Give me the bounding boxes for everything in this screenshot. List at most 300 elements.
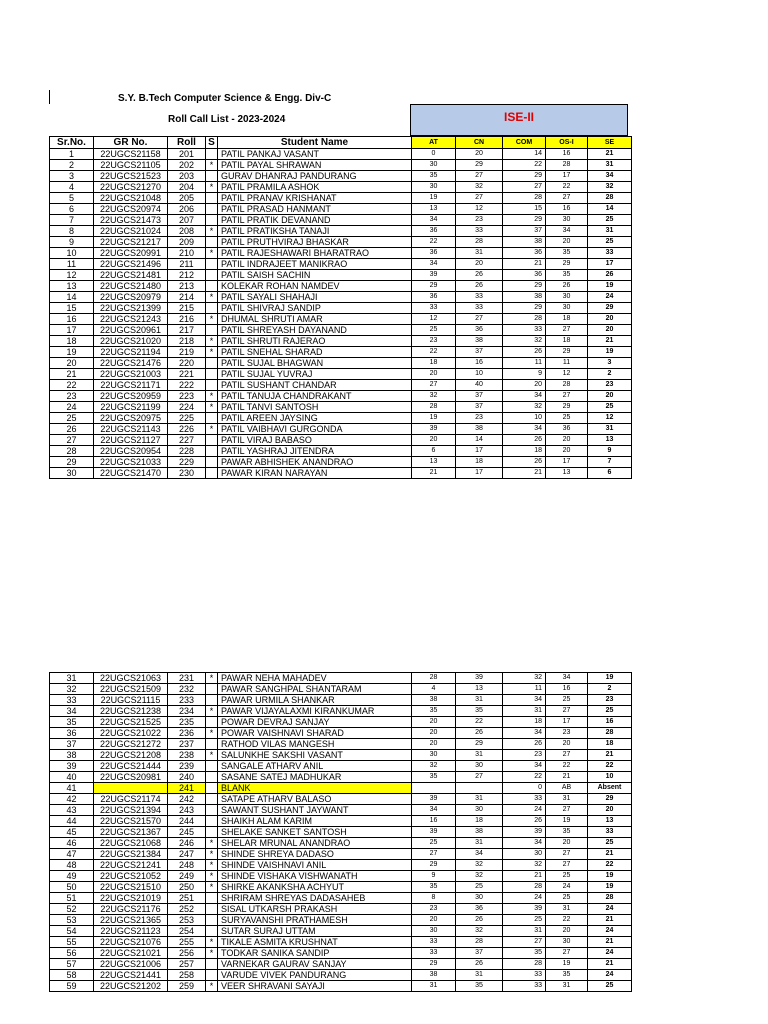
cell-roll: 258 [168,970,206,981]
cell-com: 36 [503,270,546,281]
cell-gr: 22UGCS20974 [94,204,168,215]
cell-s: * [206,424,218,435]
cell-at: 29 [412,959,456,970]
cell-os: 20 [546,838,588,849]
cell-os: 35 [546,827,588,838]
cell-name: SASANE SATEJ MADHUKAR [218,772,412,783]
cell-roll: 225 [168,413,206,424]
table-row [50,926,632,937]
cell-s [206,237,218,248]
cell-gr: 22UGCS20975 [94,413,168,424]
cell-sr: 36 [50,728,94,739]
cell-gr: 22UGCS20979 [94,292,168,303]
cell-com: 38 [503,237,546,248]
cell-s [206,904,218,915]
cell-sr: 12 [50,270,94,281]
cell-cn: 23 [456,215,503,226]
cell-se: 12 [588,413,632,424]
cell-se: 3 [588,358,632,369]
cell-se: 13 [588,816,632,827]
cell-gr: 22UGCS21063 [94,673,168,684]
table-row [50,728,632,739]
cell-at: 13 [412,457,456,468]
cell-cn: 31 [456,695,503,706]
cell-s [206,926,218,937]
cell-sr: 17 [50,325,94,336]
cell-com: 30 [503,849,546,860]
cell-roll: 205 [168,193,206,204]
cell-os: 27 [546,391,588,402]
cell-cn: 32 [456,871,503,882]
cell-com: 26 [503,739,546,750]
cell-sr: 20 [50,358,94,369]
cell-gr: 22UGCS21367 [94,827,168,838]
cell-at: 30 [412,182,456,193]
cell-s [206,805,218,816]
cell-s [206,816,218,827]
cell-se: 29 [588,794,632,805]
cell-cn: 27 [456,772,503,783]
cell-roll: 227 [168,435,206,446]
cell-sr: 56 [50,948,94,959]
cell-s [206,457,218,468]
cell-os: 12 [546,369,588,380]
cell-cn: 29 [456,160,503,171]
cell-roll: 236 [168,728,206,739]
table-row [50,468,632,479]
cell-com: 31 [503,926,546,937]
cell-com: 23 [503,750,546,761]
cell-roll: 204 [168,182,206,193]
cell-gr: 22UGCS21194 [94,347,168,358]
cell-cn: 38 [456,336,503,347]
cell-gr: 22UGCS21003 [94,369,168,380]
cell-se: 21 [588,959,632,970]
cell-roll: 235 [168,717,206,728]
cell-sr: 6 [50,204,94,215]
cell-se: 19 [588,347,632,358]
cell-cn: 40 [456,380,503,391]
cell-roll: 254 [168,926,206,937]
cell-roll: 217 [168,325,206,336]
cell-at: 27 [412,849,456,860]
cell-com: 27 [503,182,546,193]
cell-name: PATIL PRANAV KRISHANAT [218,193,412,204]
cell-gr: 22UGCS21523 [94,171,168,182]
cell-gr: 22UGCS21052 [94,871,168,882]
cell-os: 30 [546,937,588,948]
cell-com: 29 [503,171,546,182]
cell-at: 35 [412,772,456,783]
cell-cn: 25 [456,882,503,893]
cell-gr: 22UGCS20991 [94,248,168,259]
cell-at: 21 [412,468,456,479]
cell-roll: 226 [168,424,206,435]
cell-cn: 31 [456,970,503,981]
cell-gr: 22UGCS21115 [94,695,168,706]
cell-s [206,303,218,314]
cell-com: 25 [503,915,546,926]
cell-roll: 202 [168,160,206,171]
cell-se: 7 [588,457,632,468]
cell-name: PATIL PRATIK DEVANAND [218,215,412,226]
cell-com: 32 [503,336,546,347]
cell-sr: 26 [50,424,94,435]
cell-com: 32 [503,402,546,413]
cell-sr: 59 [50,981,94,992]
cell-os: 29 [546,347,588,358]
cell-at: 35 [412,882,456,893]
table-row [50,149,632,160]
cell-at: 31 [412,981,456,992]
table-row [50,915,632,926]
cell-at: 25 [412,838,456,849]
cell-name: DHUMAL SHRUTI AMAR [218,314,412,325]
cell-at: 39 [412,270,456,281]
cell-roll: 201 [168,149,206,160]
cell-cn: 32 [456,860,503,871]
cell-os: 25 [546,695,588,706]
cell-os: 17 [546,171,588,182]
cell-s: * [206,314,218,325]
cell-roll: 216 [168,314,206,325]
cell-com: 33 [503,325,546,336]
cell-cn: 26 [456,270,503,281]
cell-roll: 207 [168,215,206,226]
cell-name: PATIL PRAMILA ASHOK [218,182,412,193]
cell-se: 28 [588,893,632,904]
cell-se: 21 [588,915,632,926]
cell-gr: 22UGCS21444 [94,761,168,772]
cell-sr: 5 [50,193,94,204]
cell-os: 20 [546,446,588,457]
cell-se: 21 [588,336,632,347]
col-header-at: AT [412,137,456,149]
cell-s [206,193,218,204]
cell-gr: 22UGCS21243 [94,314,168,325]
cell-s: * [206,391,218,402]
cell-se: 21 [588,149,632,160]
cell-se: 20 [588,391,632,402]
cell-com: 34 [503,761,546,772]
cell-se: 18 [588,739,632,750]
cell-gr: 22UGCS21199 [94,402,168,413]
cell-name: PATIL SHREYASH DAYANAND [218,325,412,336]
table-row [50,959,632,970]
cell-cn: 32 [456,926,503,937]
table-row [50,270,632,281]
cell-gr: 22UGCS21270 [94,182,168,193]
cell-com: 32 [503,673,546,684]
cell-se: 2 [588,684,632,695]
table-row [50,391,632,402]
cell-os: 11 [546,358,588,369]
cell-gr: 22UGCS21019 [94,893,168,904]
cell-roll: 232 [168,684,206,695]
cell-se: 33 [588,248,632,259]
cell-com: 20 [503,380,546,391]
cell-s [206,446,218,457]
cell-os: 17 [546,457,588,468]
cell-at: 19 [412,193,456,204]
cell-s: * [206,882,218,893]
table-row [50,761,632,772]
cell-sr: 7 [50,215,94,226]
cell-com: 34 [503,728,546,739]
cell-com: 34 [503,391,546,402]
cell-at: 8 [412,893,456,904]
cell-cn: 31 [456,248,503,259]
cell-at: 38 [412,695,456,706]
cell-name: PATIL PRUTHVIRAJ BHASKAR [218,237,412,248]
cell-cn: 18 [456,816,503,827]
cell-at: 23 [412,336,456,347]
table-row [50,325,632,336]
cell-se: 26 [588,270,632,281]
cell-s: * [206,226,218,237]
table-row [50,937,632,948]
cell-sr: 24 [50,402,94,413]
cell-s [206,149,218,160]
cell-os: 35 [546,970,588,981]
cell-sr: 54 [50,926,94,937]
cell-sr: 49 [50,871,94,882]
cell-roll: 247 [168,849,206,860]
table-row [50,794,632,805]
cell-at: 20 [412,717,456,728]
cell-roll: 243 [168,805,206,816]
table-row [50,314,632,325]
cell-roll: 242 [168,794,206,805]
cell-roll: 257 [168,959,206,970]
cell-name: SHELAKE SANKET SANTOSH [218,827,412,838]
cell-roll: 209 [168,237,206,248]
cell-gr: 22UGCS21021 [94,948,168,959]
cell-at: 34 [412,215,456,226]
cell-name: PAWAR ABHISHEK ANANDRAO [218,457,412,468]
cell-os: 24 [546,882,588,893]
table-row [50,259,632,270]
cell-roll: 252 [168,904,206,915]
cell-com: 29 [503,281,546,292]
cell-s [206,739,218,750]
cell-com: 39 [503,904,546,915]
cell-gr: 22UGCS21022 [94,728,168,739]
cell-os: 28 [546,380,588,391]
cell-sr: 51 [50,893,94,904]
cell-s [206,695,218,706]
cell-gr: 22UGCS21208 [94,750,168,761]
cell-roll: 255 [168,937,206,948]
cell-se: 28 [588,728,632,739]
cell-os: 27 [546,948,588,959]
table-row [50,413,632,424]
cell-os: 16 [546,204,588,215]
cell-cn: 39 [456,673,503,684]
cell-com: 37 [503,226,546,237]
cell-sr: 48 [50,860,94,871]
cell-name: PATIL PRATIKSHA TANAJI [218,226,412,237]
cell-os: 21 [546,772,588,783]
cell-se: 34 [588,171,632,182]
cell-se: 19 [588,281,632,292]
cell-name: SHRIRAM SHREYAS DADASAHEB [218,893,412,904]
cell-gr: 22UGCS21024 [94,226,168,237]
cell-gr: 22UGCS21399 [94,303,168,314]
cell-roll: 220 [168,358,206,369]
cell-gr: 22UGCS21476 [94,358,168,369]
table-row [50,805,632,816]
cell-gr: 22UGCS21570 [94,816,168,827]
cell-roll: 234 [168,706,206,717]
cell-roll: 239 [168,761,206,772]
cell-s: * [206,948,218,959]
cell-at: 36 [412,226,456,237]
cell-roll: 222 [168,380,206,391]
table-row [50,182,632,193]
cell-os: 26 [546,281,588,292]
cell-gr: 22UGCS21158 [94,149,168,160]
cell-sr: 39 [50,761,94,772]
cell-s: * [206,673,218,684]
cell-cn: 16 [456,358,503,369]
cell-gr: 22UGCS21048 [94,193,168,204]
cell-se: 21 [588,937,632,948]
cell-com: 28 [503,193,546,204]
cell-roll: 250 [168,882,206,893]
cell-gr: 22UGCS21510 [94,882,168,893]
cell-sr: 47 [50,849,94,860]
cell-com: 21 [503,468,546,479]
cell-s [206,717,218,728]
cell-name: POWAR VAISHNAVI SHARAD [218,728,412,739]
cell-cn: 22 [456,717,503,728]
cell-s: * [206,706,218,717]
cell-os: 20 [546,926,588,937]
cell-gr: 22UGCS21123 [94,926,168,937]
cell-se: 22 [588,860,632,871]
cell-sr: 1 [50,149,94,160]
cell-sr: 57 [50,959,94,970]
cell-at: 19 [412,413,456,424]
cell-os: 20 [546,237,588,248]
cell-roll: 208 [168,226,206,237]
cell-os: 16 [546,149,588,160]
cell-cn: 20 [456,259,503,270]
cell-cn: 31 [456,794,503,805]
cell-name: RATHOD VILAS MANGESH [218,739,412,750]
cell-name: PAWAR NEHA MAHADEV [218,673,412,684]
cell-cn: 38 [456,827,503,838]
cell-se: 25 [588,215,632,226]
cell-at: 29 [412,281,456,292]
cell-cn: 37 [456,391,503,402]
table-row [50,717,632,728]
cell-se: Absent [588,783,632,794]
cell-name: PATIL SHIVRAJ SANDIP [218,303,412,314]
cell-at: 33 [412,303,456,314]
table-row [50,204,632,215]
text-cursor [49,90,50,104]
cell-sr: 46 [50,838,94,849]
cell-gr: 22UGCS21076 [94,937,168,948]
cell-name: SHELAR MRUNAL ANANDRAO [218,838,412,849]
roll-call-table-continued [49,672,632,992]
cell-com: 24 [503,805,546,816]
col-header-os: OS-I [546,137,588,149]
cell-os: 17 [546,717,588,728]
cell-s [206,684,218,695]
cell-s: * [206,347,218,358]
cell-cn [456,783,503,794]
cell-gr: 22UGCS21068 [94,838,168,849]
cell-se: 21 [588,849,632,860]
cell-se: 24 [588,292,632,303]
cell-at: 33 [412,948,456,959]
cell-os: 27 [546,193,588,204]
cell-os: 25 [546,871,588,882]
cell-com: 28 [503,882,546,893]
cell-se: 24 [588,904,632,915]
cell-gr: 22UGCS21143 [94,424,168,435]
table-row [50,424,632,435]
cell-gr: 22UGCS21525 [94,717,168,728]
cell-os: 31 [546,904,588,915]
cell-at: 30 [412,750,456,761]
cell-s [206,413,218,424]
cell-sr: 27 [50,435,94,446]
cell-com: 39 [503,827,546,838]
col-header-sr: Sr.No. [50,137,94,149]
cell-s: * [206,860,218,871]
cell-cn: 34 [456,849,503,860]
cell-com: 33 [503,794,546,805]
cell-roll: 245 [168,827,206,838]
table-row [50,281,632,292]
table-row [50,292,632,303]
cell-s: * [206,750,218,761]
cell-gr: 22UGCS21020 [94,336,168,347]
cell-cn: 36 [456,904,503,915]
cell-sr: 37 [50,739,94,750]
cell-name: SHAIKH ALAM KARIM [218,816,412,827]
cell-sr: 31 [50,673,94,684]
cell-cn: 14 [456,435,503,446]
cell-name: PATIL RAJESHAWARI BHARATRAO [218,248,412,259]
cell-name: PATIL SNEHAL SHARAD [218,347,412,358]
cell-cn: 31 [456,838,503,849]
cell-com: 26 [503,435,546,446]
cell-at: 39 [412,827,456,838]
cell-at: 13 [412,204,456,215]
cell-gr: 22UGCS21441 [94,970,168,981]
cell-name: SURYAVANSHI PRATHAMESH [218,915,412,926]
cell-se: 16 [588,717,632,728]
cell-s: * [206,402,218,413]
table-row [50,695,632,706]
cell-sr: 2 [50,160,94,171]
cell-roll: 246 [168,838,206,849]
cell-name: SHINDE VAISHNAVI ANIL [218,860,412,871]
cell-at: 35 [412,171,456,182]
cell-s: * [206,292,218,303]
cell-roll: 221 [168,369,206,380]
cell-com: 11 [503,358,546,369]
cell-se: 2 [588,369,632,380]
cell-name: TODKAR SANIKA SANDIP [218,948,412,959]
cell-se: 25 [588,237,632,248]
cell-se: 20 [588,325,632,336]
